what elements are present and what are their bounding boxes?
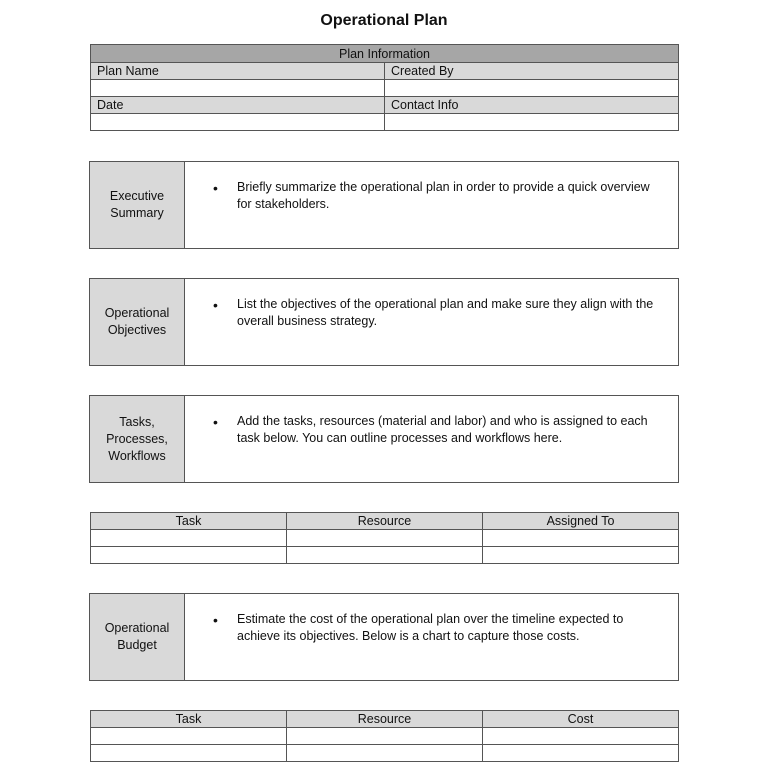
table-cell[interactable] [287,547,483,564]
tasks-table [90,512,679,564]
executive-summary-text: Briefly summarize the operational plan in order to provide a quick overview for stakeholders. [237,180,650,211]
contact-info-label: Contact Info [385,97,679,114]
table-cell[interactable] [287,745,483,762]
table-row [91,530,679,547]
budget-table [90,710,679,762]
executive-summary-label-line1: Executive [109,189,165,203]
tasks-table-header-resource: Resource [287,513,483,530]
date-field[interactable] [91,114,385,131]
created-by-label: Created By [385,63,679,80]
table-cell[interactable] [483,547,679,564]
operational-budget-content[interactable] [185,594,678,680]
page-title: Operational Plan [320,12,448,29]
bullet-icon: • [213,612,218,628]
plan-name-field[interactable] [91,80,385,97]
operational-budget-text: Estimate the cost of the operational plan over the timeline expected to achieve its objectives. Below is a chart to capture those costs. [237,612,624,643]
table-cell[interactable] [91,530,287,547]
table-cell[interactable] [91,745,287,762]
operational-budget-section [89,593,679,681]
bullet-icon: • [213,180,218,196]
plan-name-label: Plan Name [91,63,385,80]
plan-information-header: Plan Information [91,45,679,63]
tasks-table-header-assigned-to: Assigned To [483,513,679,530]
table-row [91,745,679,762]
table-cell[interactable] [483,728,679,745]
table-cell[interactable] [91,547,287,564]
budget-table-header-resource: Resource [287,711,483,728]
table-row [91,547,679,564]
executive-summary-section [89,161,679,249]
tasks-label-line2: Processes, [106,431,168,446]
tasks-label-line3: Workflows [108,448,166,463]
table-row [91,728,679,745]
bullet-icon: • [213,297,218,313]
contact-info-field[interactable] [385,114,679,131]
tasks-processes-workflows-section [89,395,679,483]
operational-objectives-section [89,278,679,366]
table-cell[interactable] [91,728,287,745]
executive-summary-content[interactable] [185,162,678,248]
operational-objectives-label [90,279,185,365]
bullet-icon: • [213,414,218,430]
tasks-processes-workflows-text: Add the tasks, resources (material and labor) and who is assigned to each task below. You can outline processes and workflows here. [237,414,648,445]
table-cell[interactable] [287,728,483,745]
operational-budget-label-line2: Budget [117,638,157,652]
date-label: Date [91,97,385,114]
tasks-processes-workflows-label [90,396,185,482]
executive-summary-label [90,162,185,248]
table-cell[interactable] [483,530,679,547]
operational-budget-label [90,594,185,680]
operational-objectives-label-line1: Operational [104,306,170,320]
tasks-processes-workflows-content[interactable] [185,396,678,482]
operational-budget-label-line1: Operational [104,621,170,635]
table-cell[interactable] [483,745,679,762]
created-by-field[interactable] [385,80,679,97]
operational-objectives-label-line2: Objectives [107,323,167,337]
plan-information-table [90,44,679,131]
operational-objectives-content[interactable] [185,279,678,365]
table-cell[interactable] [287,530,483,547]
executive-summary-label-line2: Summary [110,206,164,220]
budget-table-header-task: Task [91,711,287,728]
operational-objectives-text: List the objectives of the operational plan and make sure they align with the overall business strategy. [237,297,654,328]
tasks-label-line1: Tasks, [119,414,155,429]
tasks-table-header-task: Task [91,513,287,530]
budget-table-header-cost: Cost [483,711,679,728]
